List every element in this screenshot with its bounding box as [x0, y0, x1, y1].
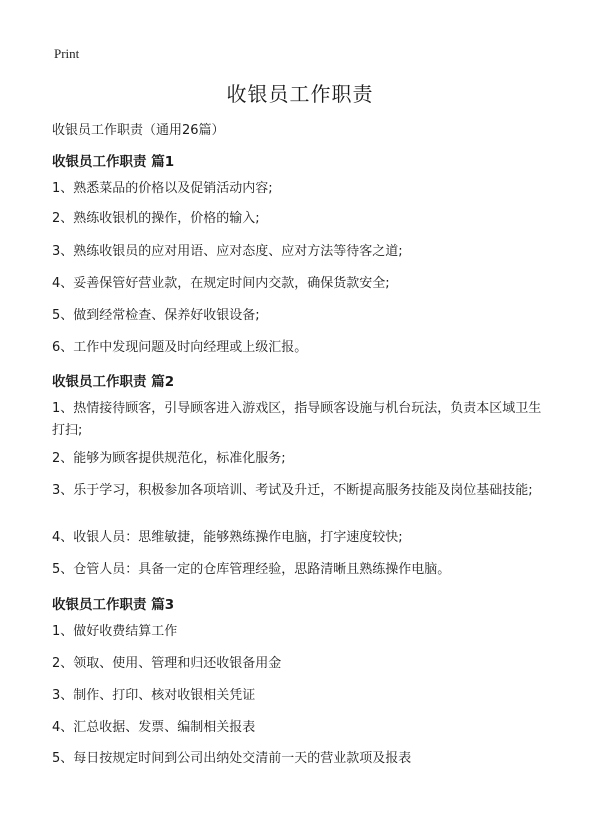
section-heading: 收银员工作职责 篇2 — [52, 374, 175, 390]
section-heading: 收银员工作职责 篇3 — [52, 597, 175, 613]
section-heading: 收银员工作职责 篇1 — [52, 154, 175, 170]
list-item: 5、每日按规定时间到公司出纳处交清前一天的营业款项及报表 — [52, 751, 412, 766]
list-item: 2、能够为顾客提供规范化，标准化服务; — [52, 451, 286, 466]
print-link[interactable]: Print — [54, 46, 80, 61]
list-item: 4、汇总收据、发票、编制相关报表 — [52, 720, 256, 735]
list-item: 1、热情接待顾客，引导顾客进入游戏区，指导顾客设施与机台玩法，负责本区域卫生打扫; — [52, 401, 542, 438]
list-item: 1、做好收费结算工作 — [52, 624, 178, 639]
document-subtitle: 收银员工作职责（通用26篇） — [52, 123, 225, 138]
list-item: 6、工作中发现问题及时向经理或上级汇报。 — [52, 340, 308, 355]
list-item: 3、乐于学习，积极参加各项培训、考试及升迁，不断提高服务技能及岗位基础技能; — [52, 483, 533, 498]
page-title: 收银员工作职责 — [226, 82, 374, 106]
list-item: 4、妥善保管好营业款，在规定时间内交款，确保货款安全; — [52, 276, 390, 291]
list-item: 1、熟悉菜品的价格以及促销活动内容; — [52, 181, 273, 196]
list-item: 4、收银人员：思维敏捷，能够熟练操作电脑，打字速度较快; — [52, 530, 403, 545]
list-item: 2、领取、使用、管理和归还收银备用金 — [52, 656, 282, 671]
list-item: 3、熟练收银员的应对用语、应对态度、应对方法等待客之道; — [52, 244, 403, 259]
list-item: 5、仓管人员：具备一定的仓库管理经验，思路清晰且熟练操作电脑。 — [52, 562, 451, 577]
list-item: 2、熟练收银机的操作，价格的输入; — [52, 211, 260, 226]
list-item: 3、制作、打印、核对收银相关凭证 — [52, 688, 256, 703]
list-item: 5、做到经常检查、保养好收银设备; — [52, 308, 260, 323]
